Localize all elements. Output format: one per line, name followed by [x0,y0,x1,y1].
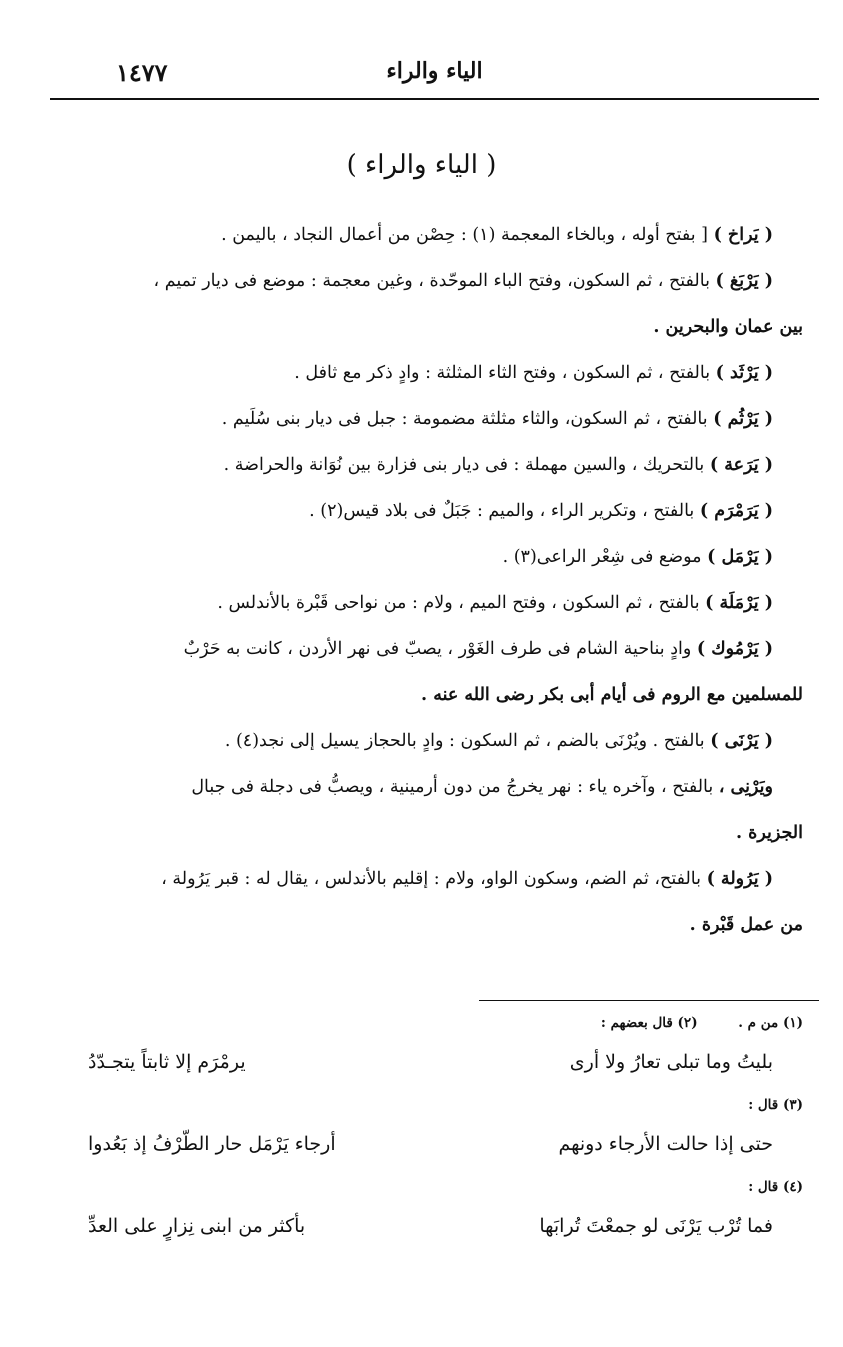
entry-headword: ( يَرْثُم ) [713,409,773,429]
entry-headword: ( يَراخ ) [713,225,773,245]
footnote-label [40,1092,803,1118]
entry-headword: ( يَرْمَلَة ) [705,593,773,613]
verse-line [40,1036,803,1092]
entry-yarmouk [40,626,803,718]
footnote-group-3 [40,1092,803,1174]
footnote-2-label: (٢) قال بعضهم : [600,1015,698,1031]
verse-hemistich-second: يرمْرَم إلا ثابتاً يتجـدّدُ [88,1051,246,1073]
footnote-1-label: (١) من م . [738,1015,803,1031]
entry-text: بالفتح ، ثم السكون، وفتح الباء الموحّدة ، وغين معجمة : موضع فى ديار تميم ، [153,271,710,291]
footnote-rule [479,1000,819,1001]
verse-hemistich-second: بأكثر من ابنى نِزارٍ على العدِّ [88,1215,306,1237]
entry-text: موضع فى شِعْر الراعى(٣) . [502,547,702,567]
entry-continuation: بين عمان والبحرين . [653,317,803,337]
entry-yaramram [40,488,803,534]
entry-headword: ( يَرْثَد ) [715,363,773,383]
entry-continuation: من عمل قَبْرة . [689,915,803,935]
entry-headword: ( يَرْمَل ) [707,547,773,567]
entry-text: بالفتح ، ثم السكون ، وفتح الميم ، ولام : من نواحى قَبْرة بالأندلس . [217,593,700,613]
entry-text: بالتحريك ، والسين مهملة : فى ديار بنى فزارة بين نُوَانة والحراضة . [223,455,705,475]
entry-text: بالفتح ، وآخره ياء : نهر يخرجُ من دون أرمينية ، ويصبُّ فى دجلة فى جبال [191,777,714,797]
entry-yarni [40,764,803,856]
entry-yaraa [40,442,803,488]
entry-text: بالفتح ، ثم السكون ، وفتح الثاء المثلثة : وادٍ ذكر مع ثافل . [294,363,711,383]
entry-text: وادٍ بناحية الشام فى طرف الغَوْر ، يصبّ فى نهر الأردن ، كانت به حَرْبٌ [183,639,692,659]
footnote-label [40,1174,803,1200]
verse-line [40,1200,803,1256]
footnote-group-1-2 [40,1010,803,1092]
entry-headword: ( يَرْبَغ ) [715,271,773,291]
entry-yarthum [40,396,803,442]
entry-yarmala [40,580,803,626]
footnotes [40,1010,803,1256]
section-heading: ( الياء والراء ) [346,150,497,180]
entry-headword: ( يَرُولة ) [706,869,773,889]
entry-text: بالفتح ، ثم السكون، والثاء مثلثة مضمومة : جبل فى ديار بنى سُلَيم . [221,409,708,429]
entry-yarula [40,856,803,948]
entry-yarbagh [40,258,803,350]
entry-headword: ( يَرَمْرَم ) [699,501,773,521]
entry-text: بالفتح ، وتكرير الراء ، والميم : جَبَلٌ فى بلاد قيس(٢) . [309,501,695,521]
entry-headword: ويَرْنِى ، [718,777,773,797]
entry-yarakh [40,212,803,258]
entry-continuation: للمسلمين مع الروم فى أيام أبى بكر رضى الله عنه . [421,685,803,705]
footnote-label [40,1010,803,1036]
entry-continuation: الجزيرة . [735,823,803,843]
header-rule [50,98,819,100]
entry-yarna [40,718,803,764]
footnote-group-4 [40,1174,803,1256]
page-number: ١٤٧٧ [116,58,168,87]
verse-hemistich-first: بليتُ وما تبلى تعارُ ولا أرى [569,1051,773,1073]
entry-text: [ بفتح أوله ، وبالخاء المعجمة (١) : حِصْن من أعمال النجاد ، باليمن . [221,225,708,245]
running-title: الياء والراء [386,58,483,84]
entries-list [40,212,803,948]
verse-hemistich-first: حتى إذا حالت الأرجاء دونهم [558,1133,773,1155]
verse-hemistich-second: أرجاء يَرْمَل حار الطّرْفُ إذ بَعُدوا [88,1133,336,1155]
footnote-3-label: (٣) قال : [748,1097,803,1113]
verse-hemistich-first: فما تُرْب يَرْنَى لو جمعْتَ تُرابَها [539,1215,773,1237]
entry-yarmal [40,534,803,580]
entry-headword: ( يَرَعة ) [709,455,773,475]
running-header [50,58,819,92]
entry-text: بالفتح، ثم الضم، وسكون الواو، ولام : إقليم بالأندلس ، يقال له : قبر يَرُولة ، [161,869,701,889]
entry-yarthad [40,350,803,396]
footnote-4-label: (٤) قال : [748,1179,803,1195]
entry-headword: ( يَرْنَى ) [710,731,773,751]
entry-headword: ( يَرْمُوك ) [696,639,773,659]
verse-line [40,1118,803,1174]
entry-text: بالفتح . ويُرْنَى بالضم ، ثم السكون : وادٍ بالحجاز يسيل إلى نجد(٤) . [224,731,705,751]
